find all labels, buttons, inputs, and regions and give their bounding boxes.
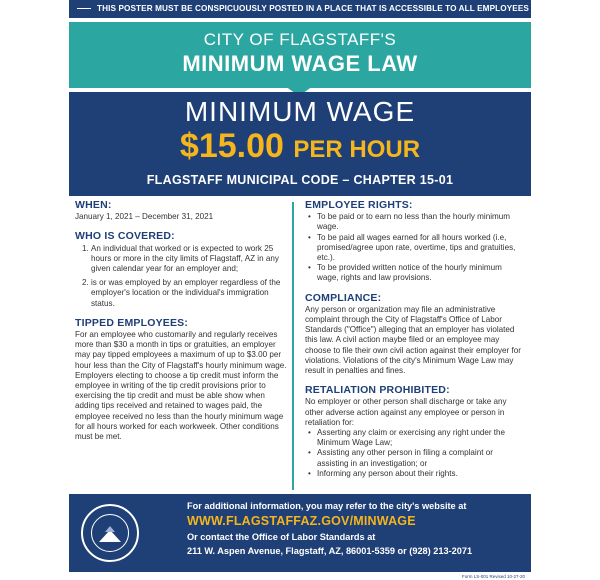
footer-box xyxy=(69,494,531,572)
retaliation-text: No employer or other person shall discharge or take any other adverse action against any employee or person in retaliation for: xyxy=(305,397,507,427)
footer-info: For additional information, you may refer to the city's website at xyxy=(187,501,467,511)
contact-line-1: Or contact the Office of Labor Standards at xyxy=(187,532,376,542)
minimum-wage-poster xyxy=(69,0,531,580)
snowcap-icon xyxy=(105,526,115,532)
posting-notice-bar xyxy=(69,0,531,18)
retaliation-heading: RETALIATION PROHIBITED: xyxy=(305,384,450,397)
website-link[interactable]: WWW.FLAGSTAFFAZ.GOV/MINWAGE xyxy=(187,514,416,528)
footer-text xyxy=(187,500,527,557)
list-item: • Asserting any claim or exercising any right under the Minimum Wage Law; xyxy=(317,428,523,448)
when-section xyxy=(75,200,287,222)
when-heading: WHEN: xyxy=(75,199,112,211)
list-item: • Informing any person about their rights. xyxy=(317,469,523,479)
when-text: January 1, 2021 – December 31, 2021 xyxy=(75,212,214,222)
city-seal-icon xyxy=(81,504,139,562)
header-banner xyxy=(69,22,531,88)
list-item: • To be paid or to earn no less than the hourly minimum wage. xyxy=(317,212,523,232)
list-item: • To be provided written notice of the hourly minimum wage, rights and law provisions. xyxy=(317,263,523,283)
posting-notice: THIS POSTER MUST BE CONSPICUOUSLY POSTED IN A PLACE THAT IS ACCESSIBLE TO ALL EMPLOYEES xyxy=(97,4,529,13)
retaliation-section xyxy=(305,385,523,479)
retaliation-list xyxy=(305,428,523,479)
list-item: • To be paid all wages earned for all hours worked (i.e, promised/agree upon rate, overtime, tips and gratuities, etc.). xyxy=(317,233,523,264)
rate-per: PER HOUR xyxy=(293,136,421,163)
list-item: 1. An individual that worked or is expected to work 25 hours or more in the city limits of Flagstaff, AZ in any given calendar year for an employer and; xyxy=(91,244,287,275)
compliance-section xyxy=(305,293,523,377)
who-section xyxy=(75,231,287,308)
column-divider xyxy=(292,202,294,490)
municipal-code: FLAGSTAFF MUNICIPAL CODE – CHAPTER 15-01 xyxy=(146,173,454,187)
contact-line-2: 211 W. Aspen Avenue, Flagstaff, AZ, 86001-5359 or (928) 213-2071 xyxy=(187,546,473,556)
rate-box xyxy=(69,92,531,196)
form-id: Form LS-001 Revised 10-27-20 xyxy=(461,574,525,579)
tipped-section xyxy=(75,318,287,442)
rights-heading: EMPLOYEE RIGHTS: xyxy=(305,199,413,211)
rate-label: MINIMUM WAGE xyxy=(184,96,416,127)
rate-amount-line xyxy=(69,128,531,168)
header-title: MINIMUM WAGE LAW xyxy=(182,51,418,76)
tipped-heading: TIPPED EMPLOYEES: xyxy=(75,316,189,329)
who-heading: WHO IS COVERED: xyxy=(75,230,175,243)
who-list xyxy=(75,244,287,309)
left-column xyxy=(75,200,287,451)
rights-list xyxy=(305,212,523,283)
header-city: CITY OF FLAGSTAFF'S xyxy=(203,30,397,49)
rate-amount: $15.00 xyxy=(179,127,284,165)
right-column xyxy=(305,200,523,488)
divider-dash xyxy=(77,8,91,9)
compliance-heading: COMPLIANCE: xyxy=(305,291,382,304)
list-item: 2. is or was employed by an employer regardless of the employer's location or the individual's immigration status. xyxy=(91,278,287,309)
list-item: • Assisting any other person in filing a complaint or assisting in an investigation; or xyxy=(317,448,523,468)
tipped-text: For an employee who customarily and regularly receives more than $30 a month in tips or gratuities, an employer may pay tipped employees a maximum of up to $3.00 per hour less than the City of Flagstaff's hourly minimum wage. Employers electing to choose a tip credit must inform the employee in writing of the tip credit provisions prior to exercising the tip credit and must be able show when adding tips received and retained to wages paid, the employee received no less than the hourly minimum wage for all hours worked for each workweek. Other conditions must be met. xyxy=(75,330,287,442)
compliance-text: Any person or organization may file an administrative complaint through the City of Flagstaff's Office of Labor Standards ("Office") alleging that an employer has violated this law. A civil action maybe filed or an employee may choose to file their own civil action against their employer for violations. Violations of the city's Minimum Wage Law may result in penalties and fines. xyxy=(305,304,521,376)
rights-section xyxy=(305,200,523,284)
